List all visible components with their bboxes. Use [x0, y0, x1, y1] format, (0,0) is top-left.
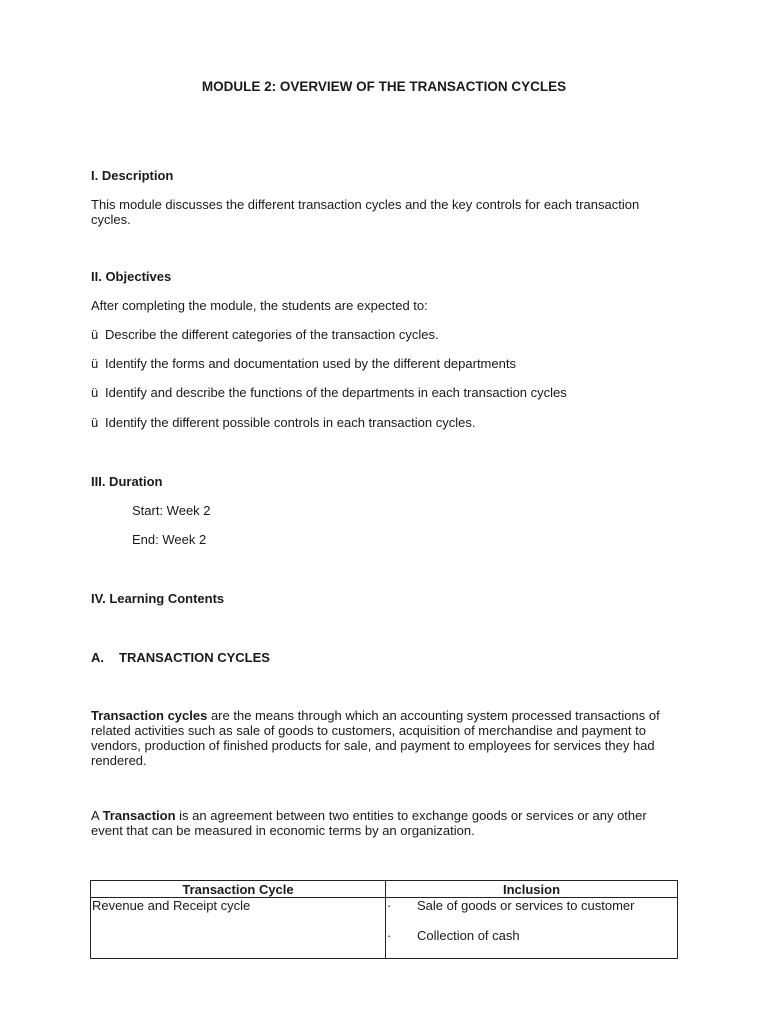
check-marker: ü — [91, 385, 99, 400]
duration-start: Start: Week 2 — [132, 503, 211, 518]
column-header-inclusion: Inclusion — [386, 881, 678, 898]
inclusion-list — [387, 898, 676, 958]
term-transaction-cycles: Transaction cycles — [91, 708, 208, 723]
objective-text: Describe the different categories of the transaction cycles. — [105, 327, 439, 342]
term-transaction: Transaction — [102, 808, 176, 823]
inclusion-cell — [386, 898, 678, 959]
objective-item — [91, 385, 691, 400]
objectives-intro: After completing the module, the students are expected to: — [91, 298, 428, 313]
check-marker: ü — [91, 415, 99, 430]
duration-end: End: Week 2 — [132, 532, 207, 547]
description-heading: I. Description — [91, 168, 174, 183]
objective-text: Identify the different possible controls in each transaction cycles. — [105, 415, 476, 430]
objectives-heading: II. Objectives — [91, 269, 172, 284]
list-item — [387, 928, 676, 943]
transaction-cycles-table — [90, 880, 678, 959]
transaction-cycles-paragraph — [91, 708, 666, 768]
paragraph-text: are the means through which an accounting system processed transactions of related activities such as sale of goods to customers, acquisition of merchandise and payment to vendors, production of finished products for sale, and payment to employees for services they had rendered. — [91, 708, 660, 768]
inclusion-text: Sale of goods or services to customer — [417, 898, 635, 913]
inclusion-text: Collection of cash — [417, 928, 520, 943]
paragraph-text: is an agreement between two entities to exchange goods or services or any other event that can be measured in economic terms by an organization. — [91, 808, 647, 838]
objective-text: Identify and describe the functions of the departments in each transaction cycles — [105, 385, 567, 400]
table-header-row — [91, 881, 678, 898]
cycle-cell: Revenue and Receipt cycle — [91, 898, 386, 959]
learning-contents-heading: IV. Learning Contents — [91, 591, 225, 606]
duration-heading: III. Duration — [91, 474, 163, 489]
section-a-heading — [91, 650, 270, 665]
check-marker: ü — [91, 327, 99, 342]
bullet-icon: · — [387, 898, 392, 913]
table-row — [91, 898, 678, 959]
page-title: MODULE 2: OVERVIEW OF THE TRANSACTION CYCLES — [201, 79, 567, 94]
bullet-icon: · — [387, 928, 392, 943]
transaction-paragraph — [91, 808, 676, 838]
objective-item — [91, 415, 691, 430]
paragraph-prefix: A — [91, 808, 103, 823]
objective-item — [91, 356, 691, 371]
list-item — [387, 898, 676, 913]
objective-text: Identify the forms and documentation used by the different departments — [105, 356, 516, 371]
column-header-transaction-cycle: Transaction Cycle — [91, 881, 386, 898]
section-a-title: TRANSACTION CYCLES — [119, 650, 270, 665]
section-a-label: A. — [91, 650, 104, 665]
objective-item — [91, 327, 691, 342]
description-text: This module discusses the different transaction cycles and the key controls for each transaction cycles. — [91, 197, 640, 227]
check-marker: ü — [91, 356, 99, 371]
